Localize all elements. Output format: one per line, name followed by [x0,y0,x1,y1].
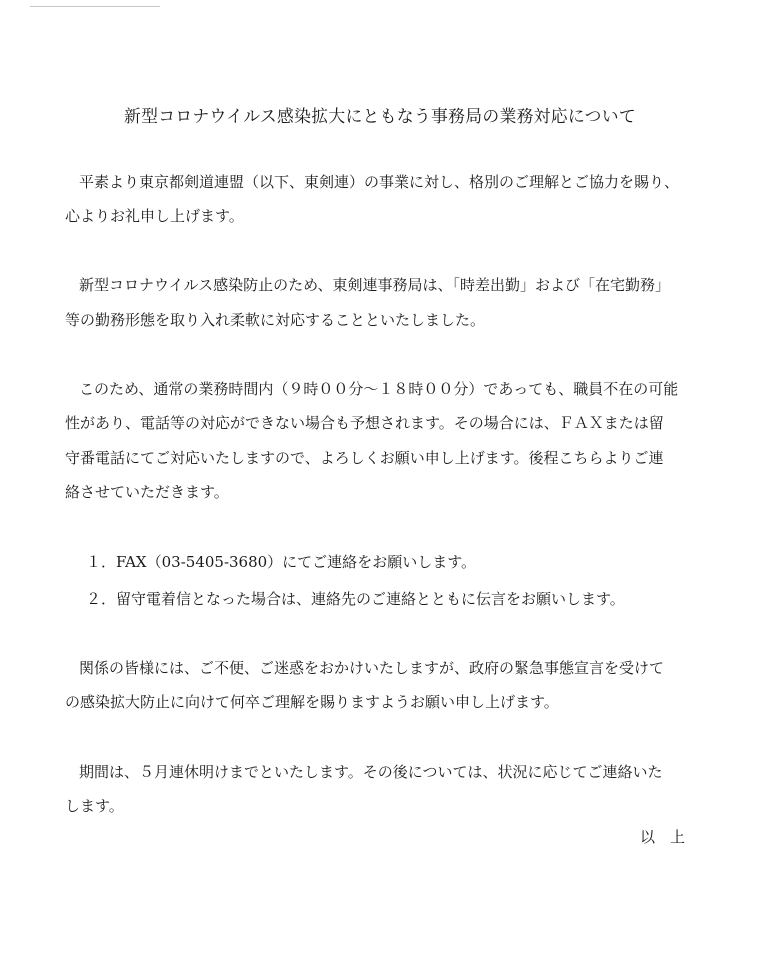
list-item-1: １．FAX（03-5405-3680）にてご連絡をお願いします。 [86,553,476,571]
scan-mark [30,6,160,7]
paragraph3-line2: 性があり、電話等の対応ができない場合も予想されます。その場合には、ＦＡＸまたは留 [65,414,664,432]
paragraph5-line1: 期間は、５月連休明けまでといたします。その後については、状況に応じてご連絡いた [79,763,663,781]
paragraph2-line1: 新型コロナウイルス感染防止のため、東剣連事務局は、「時差出勤」および「在宅勤務」 [79,276,671,294]
paragraph4-line2: の感染拡大防止に向けて何卒ご理解を賜りますようお願い申し上げます。 [65,693,559,711]
paragraph2-line2: 等の勤務形態を取り入れ柔軟に対応することといたしました。 [65,311,486,329]
paragraph4-line1: 関係の皆様には、ご不便、ご迷惑をおかけいたしますが、政府の緊急事態宣言を受けて [79,659,665,677]
paragraph3-line1: このため、通常の業務時間内（９時００分～１８時００分）であっても、職員不在の可能 [79,380,679,398]
paragraph5-line2: します。 [65,797,124,815]
paragraph3-line3: 守番電話にてご対応いたしますので、よろしくお願い申し上げます。後程こちらよりご連 [65,449,664,467]
signoff: 以 上 [640,828,686,846]
paragraph1-line1: 平素より東京都剣道連盟（以下、東剣連）の事業に対し、格別のご理解とご協力を賜り、 [79,173,680,191]
document-title: 新型コロナウイルス感染拡大にともなう事務局の業務対応について [123,106,637,126]
paragraph3-line4: 絡させていただきます。 [65,483,229,501]
list-item-2: ２．留守電着信となった場合は、連絡先のご連絡とともに伝言をお願いします。 [86,590,625,608]
paragraph1-line2: 心よりお礼申し上げます。 [65,207,244,225]
